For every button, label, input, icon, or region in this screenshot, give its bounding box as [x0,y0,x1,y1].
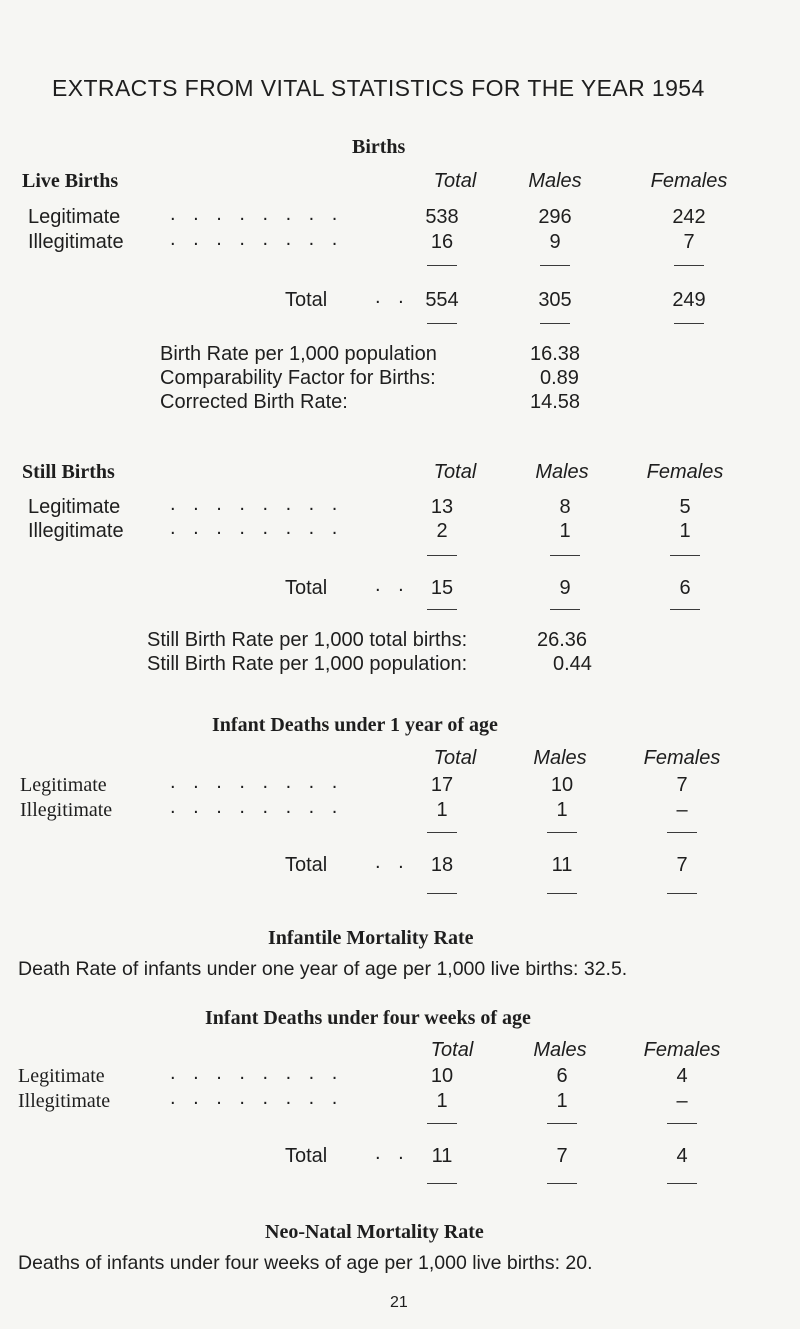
infant-total-males: 11 [551,854,573,876]
rule [547,893,577,894]
neonatal-mortality-heading: Neo-Natal Mortality Rate [265,1221,484,1243]
neonatal-total-males: 7 [556,1145,568,1167]
births-col-total: Total [433,170,477,192]
still-row-males: 1 [559,520,571,542]
still-col-females: Females [646,461,724,483]
rule [427,555,457,556]
live-births-label: Live Births [22,170,119,192]
rule [667,832,697,833]
births-row-total: 16 [430,231,454,253]
rule [547,1183,577,1184]
neonatal-total-females: 4 [676,1145,688,1167]
infant-row-label: Legitimate [20,774,107,796]
rule [540,265,570,266]
neonatal-col-females: Females [643,1039,721,1061]
rule [674,323,704,324]
still-birth-rate-population-value: 0.44 [553,653,592,675]
infant-col-females: Females [643,747,721,769]
rule [547,1123,577,1124]
neonatal-row-label: Legitimate [18,1065,105,1087]
births-row-label: Legitimate [28,206,121,228]
still-row-total: 13 [430,496,454,518]
corrected-birth-rate-label: Corrected Birth Rate: [160,391,348,413]
still-row-males: 8 [559,496,571,518]
rule [427,323,457,324]
rule [667,1183,697,1184]
still-births-heading: Still Births [22,461,115,483]
births-total-total: 554 [425,289,459,311]
leader-dots: . . . . . . . . [170,228,344,250]
neonatal-row-total: 1 [436,1090,448,1112]
rule [427,609,457,610]
neonatal-col-total: Total [430,1039,474,1061]
infant-total-total: 18 [430,854,454,876]
neonatal-row-males: 6 [556,1065,568,1087]
leader-dots-short: . . [375,851,410,873]
infant-col-males: Males [533,747,587,769]
births-row-females: 242 [672,206,706,228]
infant-row-total: 17 [430,774,454,796]
leader-dots: . . . . . . . . [170,493,344,515]
still-row-total: 2 [436,520,448,542]
page-number: 21 [390,1294,408,1311]
rule [667,893,697,894]
neonatal-mortality-text: Deaths of infants under four weeks of age per 1,000 live births: 20. [18,1252,593,1274]
births-row-total: 538 [425,206,459,228]
infantile-mortality-heading: Infantile Mortality Rate [268,927,474,949]
birth-rate-value: 16.38 [530,343,581,365]
births-row-males: 9 [549,231,561,253]
rule [667,1123,697,1124]
leader-dots: . . . . . . . . [170,1062,344,1084]
births-row-males: 296 [538,206,572,228]
infant-total-females: 7 [676,854,688,876]
neonatal-row-label: Illegitimate [18,1090,111,1112]
leader-dots: . . . . . . . . [170,203,344,225]
leader-dots-short: . . [375,574,410,596]
rule [550,555,580,556]
rule [427,1123,457,1124]
neonatal-row-females: 4 [676,1065,688,1087]
still-total-total: 15 [430,577,454,599]
neonatal-deaths-heading: Infant Deaths under four weeks of age [205,1007,531,1029]
infant-row-females: 7 [676,774,688,796]
rule [427,893,457,894]
page-title: EXTRACTS FROM VITAL STATISTICS FOR THE YEAR 1954 [52,75,705,101]
births-col-males: Males [528,170,582,192]
neonatal-total-label: Total [285,1145,328,1167]
rule [547,832,577,833]
infantile-mortality-text: Death Rate of infants under one year of age per 1,000 live births: 32.5. [18,958,628,980]
neonatal-row-males: 1 [556,1090,568,1112]
corrected-birth-rate-value: 14.58 [530,391,581,413]
rule [427,265,457,266]
rule [540,323,570,324]
births-total-males: 305 [538,289,572,311]
leader-dots: . . . . . . . . [170,771,344,793]
rule [670,555,700,556]
still-birth-rate-population-label: Still Birth Rate per 1,000 population: [147,653,468,675]
still-total-males: 9 [559,577,571,599]
births-heading: Births [352,136,406,158]
births-total-females: 249 [672,289,706,311]
infant-row-males: 10 [550,774,574,796]
neonatal-row-total: 10 [430,1065,454,1087]
infant-total-label: Total [285,854,328,876]
rule [550,609,580,610]
neonatal-row-females: – [676,1090,688,1112]
neonatal-total-total: 11 [431,1145,453,1167]
still-total-label: Total [285,577,328,599]
infant-deaths-heading: Infant Deaths under 1 year of age [212,714,498,736]
still-total-females: 6 [679,577,691,599]
comparability-factor-label: Comparability Factor for Births: [160,367,436,389]
leader-dots: . . . . . . . . [170,517,344,539]
still-col-males: Males [535,461,589,483]
still-row-label: Illegitimate [28,520,124,542]
infant-row-total: 1 [436,799,448,821]
comparability-factor-value: 0.89 [540,367,579,389]
rule [427,832,457,833]
rule [427,1183,457,1184]
neonatal-col-males: Males [533,1039,587,1061]
infant-col-total: Total [433,747,477,769]
rule [674,265,704,266]
leader-dots-short: . . [375,1142,410,1164]
rule [670,609,700,610]
births-col-females: Females [650,170,728,192]
still-row-females: 5 [679,496,691,518]
still-col-total: Total [433,461,477,483]
birth-rate-label: Birth Rate per 1,000 population [160,343,437,365]
infant-row-males: 1 [556,799,568,821]
births-row-females: 7 [683,231,695,253]
leader-dots: . . . . . . . . [170,796,344,818]
leader-dots: . . . . . . . . [170,1087,344,1109]
leader-dots-short: . . [375,286,410,308]
still-row-females: 1 [679,520,691,542]
births-total-label: Total [285,289,328,311]
still-row-label: Legitimate [28,496,121,518]
still-birth-rate-total-label: Still Birth Rate per 1,000 total births: [147,629,468,651]
births-row-label: Illegitimate [28,231,124,253]
still-birth-rate-total-value: 26.36 [537,629,588,651]
infant-row-label: Illegitimate [20,799,113,821]
infant-row-females: – [676,799,688,821]
